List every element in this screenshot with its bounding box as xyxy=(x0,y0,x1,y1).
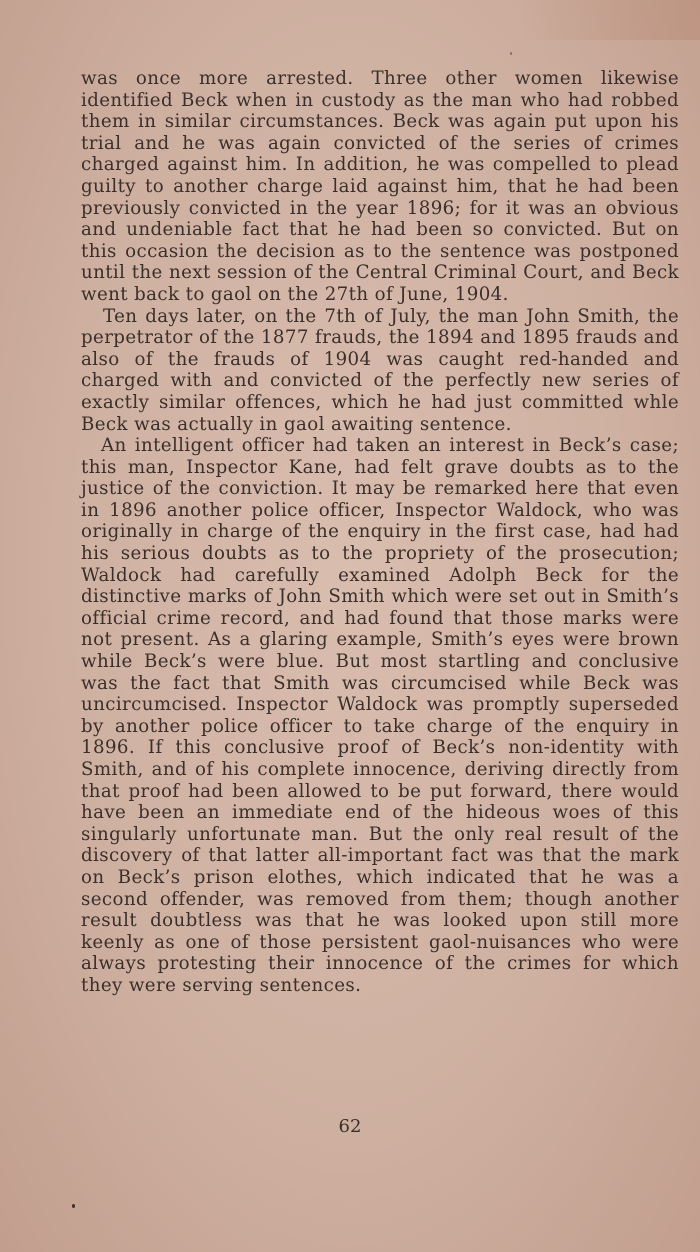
ink-speck xyxy=(510,52,512,55)
page-number: 62 xyxy=(338,1116,362,1137)
body-text xyxy=(81,68,679,997)
paragraph-1: was once more arrested. Three other women likewise identified Beck when in custody as the man who had robbed them in similar circumstances. Beck was again put upon his trial and he was again convicted of the series of crimes charged against him. In addition, he was compelled to plead guilty to another charge laid against him, that he had been previously convicted in the year 1896; for it was an obvious and undeniable fact that he had been so convicted. But on this occasion the decision as to the sentence was postponed until the next session of the Central Criminal Court, and Beck went back to gaol on the 27th of June, 1904. xyxy=(81,68,679,305)
paper-stain xyxy=(520,0,700,40)
paragraph-3: An intelligent officer had taken an interest in Beck’s case; this man, Inspector Kane, had felt grave doubts as to the justice of the conviction. It may be remarked here that even in 1896 another police officer, Inspector Waldock, who was originally in charge of the enquiry in the first case, had had his serious doubts as to the propriety of the prosecution; Waldock had carefully examined Adolph Beck for the distinctive marks of John Smith which were set out in Smith’s official crime record, and had found that those marks were not present. As a glaring example, Smith’s eyes were brown while Beck’s were blue. But most startling and conclusive was the fact that Smith was circumcised while Beck was uncircumcised. Inspector Waldock was promptly superseded by another police officer to take charge of the enquiry in 1896. If this conclusive proof of Beck’s non-identity with Smith, and of his complete innocence, deriving directly from that proof had been allowed to be put forward, there would have been an immediate end of the hideous woes of this singularly unfortunate man. But the only real result of the discovery of that latter all-important fact was that the mark on Beck’s prison elothes, which indicated that he was a second offender, was removed from them; though another result doubtless was that he was looked upon still more keenly as one of those persistent gaol-nuisances who were always protesting their innocence of the crimes for which they were serving sentences. xyxy=(81,435,679,996)
ink-speck xyxy=(72,1204,75,1208)
paragraph-2: Ten days later, on the 7th of July, the man John Smith, the perpetrator of the 1877 frauds, the 1894 and 1895 frauds and also of the frauds of 1904 was caught red-handed and charged with and convicted of the perfectly new series of exactly similar offences, which he had just committed whle Beck was actually in gaol awaiting sentence. xyxy=(81,305,679,435)
